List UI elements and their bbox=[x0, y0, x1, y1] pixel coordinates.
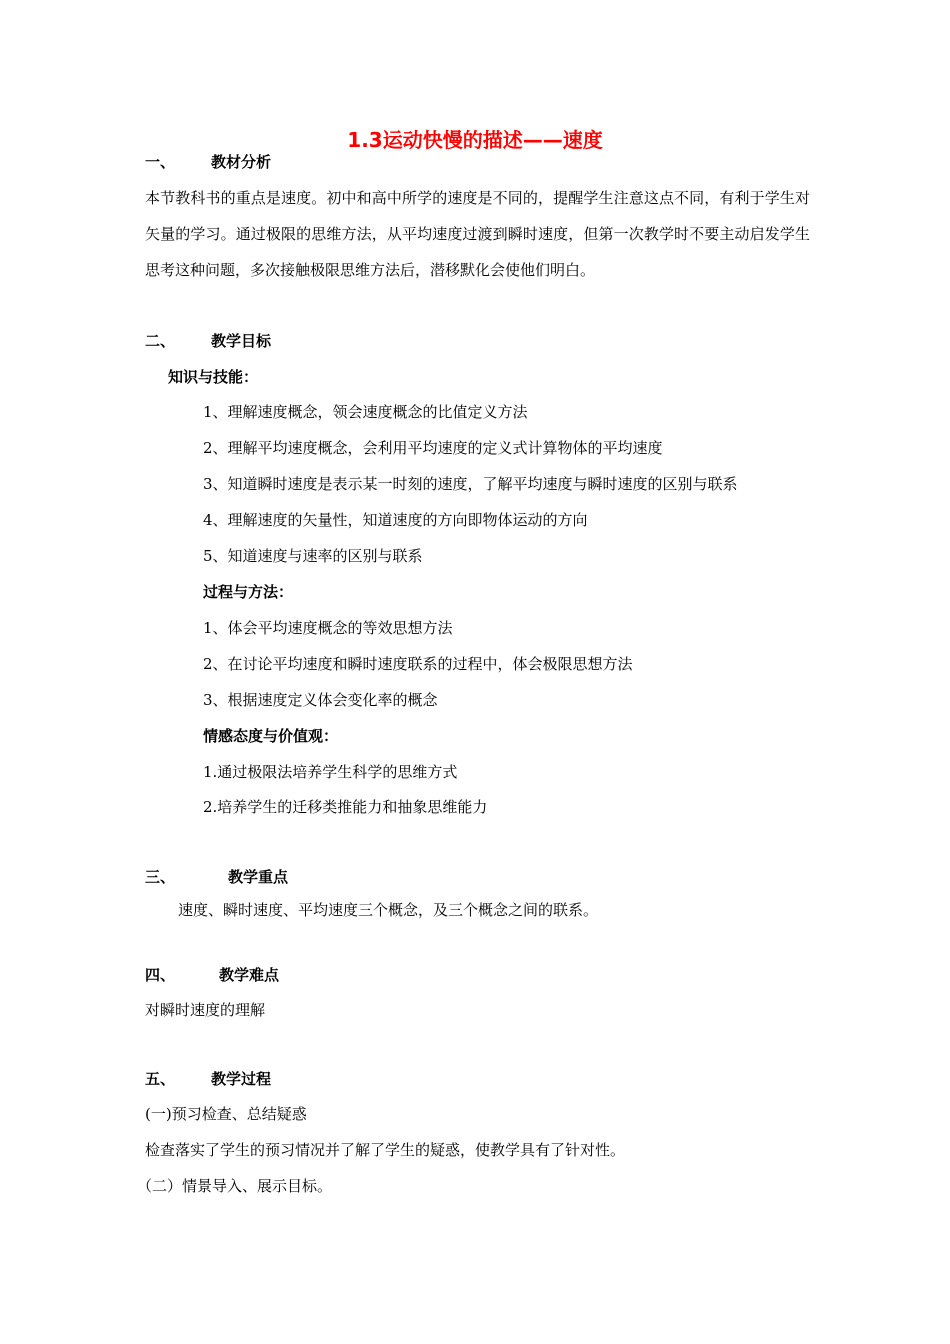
section-number: 二、 bbox=[145, 332, 176, 350]
list-item: 2、在讨论平均速度和瞬时速度联系的过程中，体会极限思想方法 bbox=[203, 655, 633, 673]
list-item: 4、理解速度的矢量性，知道速度的方向即物体运动的方向 bbox=[203, 511, 588, 529]
section-title: 教学难点 bbox=[219, 966, 280, 984]
section-title: 教学重点 bbox=[228, 868, 289, 886]
section-5-step-2: （二）情景导入、展示目标。 bbox=[137, 1177, 333, 1195]
section-5-step-1-body: 检查落实了学生的预习情况并了解了学生的疑惑，使教学具有了针对性。 bbox=[145, 1141, 626, 1159]
section-number: 五、 bbox=[145, 1070, 176, 1088]
section-5-step-1: (一)预习检查、总结疑惑 bbox=[145, 1105, 307, 1123]
section-number: 一、 bbox=[145, 153, 176, 171]
section-heading-4 bbox=[145, 965, 279, 985]
list-item: 3、根据速度定义体会变化率的概念 bbox=[203, 691, 438, 709]
document-title: 1.3运动快慢的描述——速度 bbox=[347, 128, 603, 152]
subheading-attitude: 情感态度与价值观： bbox=[203, 727, 339, 745]
list-item: 1、体会平均速度概念的等效思想方法 bbox=[203, 619, 453, 637]
list-item: 5、知道速度与速率的区别与联系 bbox=[203, 547, 423, 565]
subheading-process: 过程与方法： bbox=[203, 583, 294, 601]
section-1-body: 本节教科书的重点是速度。初中和高中所学的速度是不同的，提醒学生注意这点不同，有利于学生对矢量的学习。通过极限的思维方法，从平均速度过渡到瞬时速度，但第一次教学时不要主动启发学生思考这种问题，多次接触极限思维方法后，潜移默化会使他们明白。 bbox=[145, 189, 810, 279]
section-heading-5 bbox=[145, 1069, 271, 1089]
list-item: 3、知道瞬时速度是表示某一时刻的速度，了解平均速度与瞬时速度的区别与联系 bbox=[203, 475, 738, 493]
section-title: 教学过程 bbox=[211, 1070, 272, 1088]
section-heading-2 bbox=[145, 331, 271, 351]
section-title: 教材分析 bbox=[211, 153, 272, 171]
list-item: 1、理解速度概念，领会速度概念的比值定义方法 bbox=[203, 403, 528, 421]
subheading-knowledge: 知识与技能： bbox=[168, 368, 259, 386]
section-heading-1 bbox=[145, 152, 271, 172]
section-number: 四、 bbox=[145, 966, 176, 984]
section-number: 三、 bbox=[145, 868, 176, 886]
section-4-body: 对瞬时速度的理解 bbox=[145, 1001, 266, 1019]
list-item: 1.通过极限法培养学生科学的思维方式 bbox=[203, 763, 458, 781]
section-title: 教学目标 bbox=[211, 332, 272, 350]
section-heading-3 bbox=[145, 867, 288, 887]
list-item: 2、理解平均速度概念，会利用平均速度的定义式计算物体的平均速度 bbox=[203, 439, 663, 457]
list-item: 2.培养学生的迁移类推能力和抽象思维能力 bbox=[203, 798, 488, 816]
section-3-body: 速度、瞬时速度、平均速度三个概念，及三个概念之间的联系。 bbox=[178, 901, 599, 919]
